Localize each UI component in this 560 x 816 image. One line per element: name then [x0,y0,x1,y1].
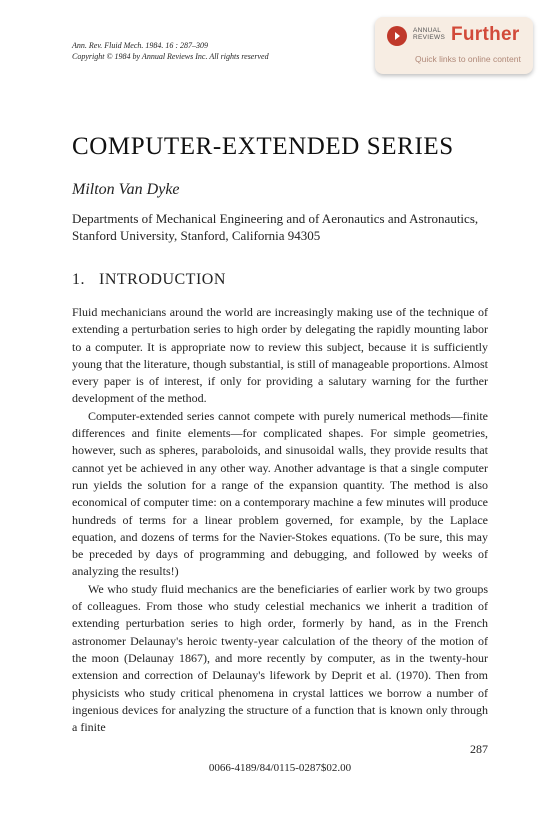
badge-reviews-text: REVIEWS [413,34,446,41]
article-author: Milton Van Dyke [72,181,180,198]
body-paragraph: We who study fluid mechanics are the beneficiaries of earlier work by two groups of colleagues. From those who study celestial mechanics we inherit a tradition of extending perturbation series to high order, formerly by hand, as in the French astronomer Delaunay's heroic twenty-year calculation of the theory of the motion of the moon (Delaunay 1867), and more recently by computer, as in the twenty-hour extension and correction of Delaunay's lifework by Deprit et al. (1970). Then from physicists who study critical phenomena in crystal lattices we borrow a number of ingenious devices for analyzing the structure of a function that is known only through a finite [72,581,488,735]
body-paragraph: Computer-extended series cannot compete with purely numerical methods—finite differences and finite elements—for complicated shapes. For simple geometries, however, such as spheres, paraboloids, and sinusoidal walls, they provide results that cannot yet be achieved in any other way. Another advantage is that a single computer run yields the solution for a range of the expansion quantity. The method is also economical of computer time: on a contemporary machine a few minutes will produce hundreds of terms for a linear problem governed, for example, by the Laplace equation, and dozens of terms for the Navier-Stokes equations. (To be sure, this may be preceded by days of programming and debugging, and followed by weeks of analyzing the results!) [72,408,488,579]
body-paragraph: Fluid mechanicians around the world are increasingly making use of the technique of extending a perturbation series to high order by delegating the rapidly mounting labor to a computer. It is appropriate now to review this subject, because it is sufficiently young that the literature, though substantial, is still of manageable proportions. Almost every paper is of interest, if only for providing a salutary warning for the further development of the method. [72,305,488,406]
footer-code: 0066-4189/84/0115-0287$02.00 [208,762,352,774]
journal-copyright: Copyright © 1984 by Annual Reviews Inc. All rights reserved [72,51,269,61]
author-affiliation: Departments of Mechanical Engineering and of Aeronautics and Astronautics, Stanford University, Stanford, California 94305 [72,211,479,243]
article-title: COMPUTER-EXTENDED SERIES [72,133,454,160]
section-number: 1. [72,271,85,288]
section-title: INTRODUCTION [99,271,226,288]
badge-subtext: Quick links to online content [415,54,521,64]
article-body [72,304,488,736]
badge-further-text: Further [451,24,520,45]
journal-header [72,41,269,62]
badge-publisher [413,27,445,41]
further-badge[interactable] [375,17,533,74]
page-number: 287 [470,742,488,756]
badge-annual-text: ANNUAL [413,27,442,34]
section-heading [72,271,226,289]
annual-reviews-logo-icon [387,26,407,46]
journal-citation: Ann. Rev. Fluid Mech. 1984. 16 : 287–309 [72,41,209,50]
